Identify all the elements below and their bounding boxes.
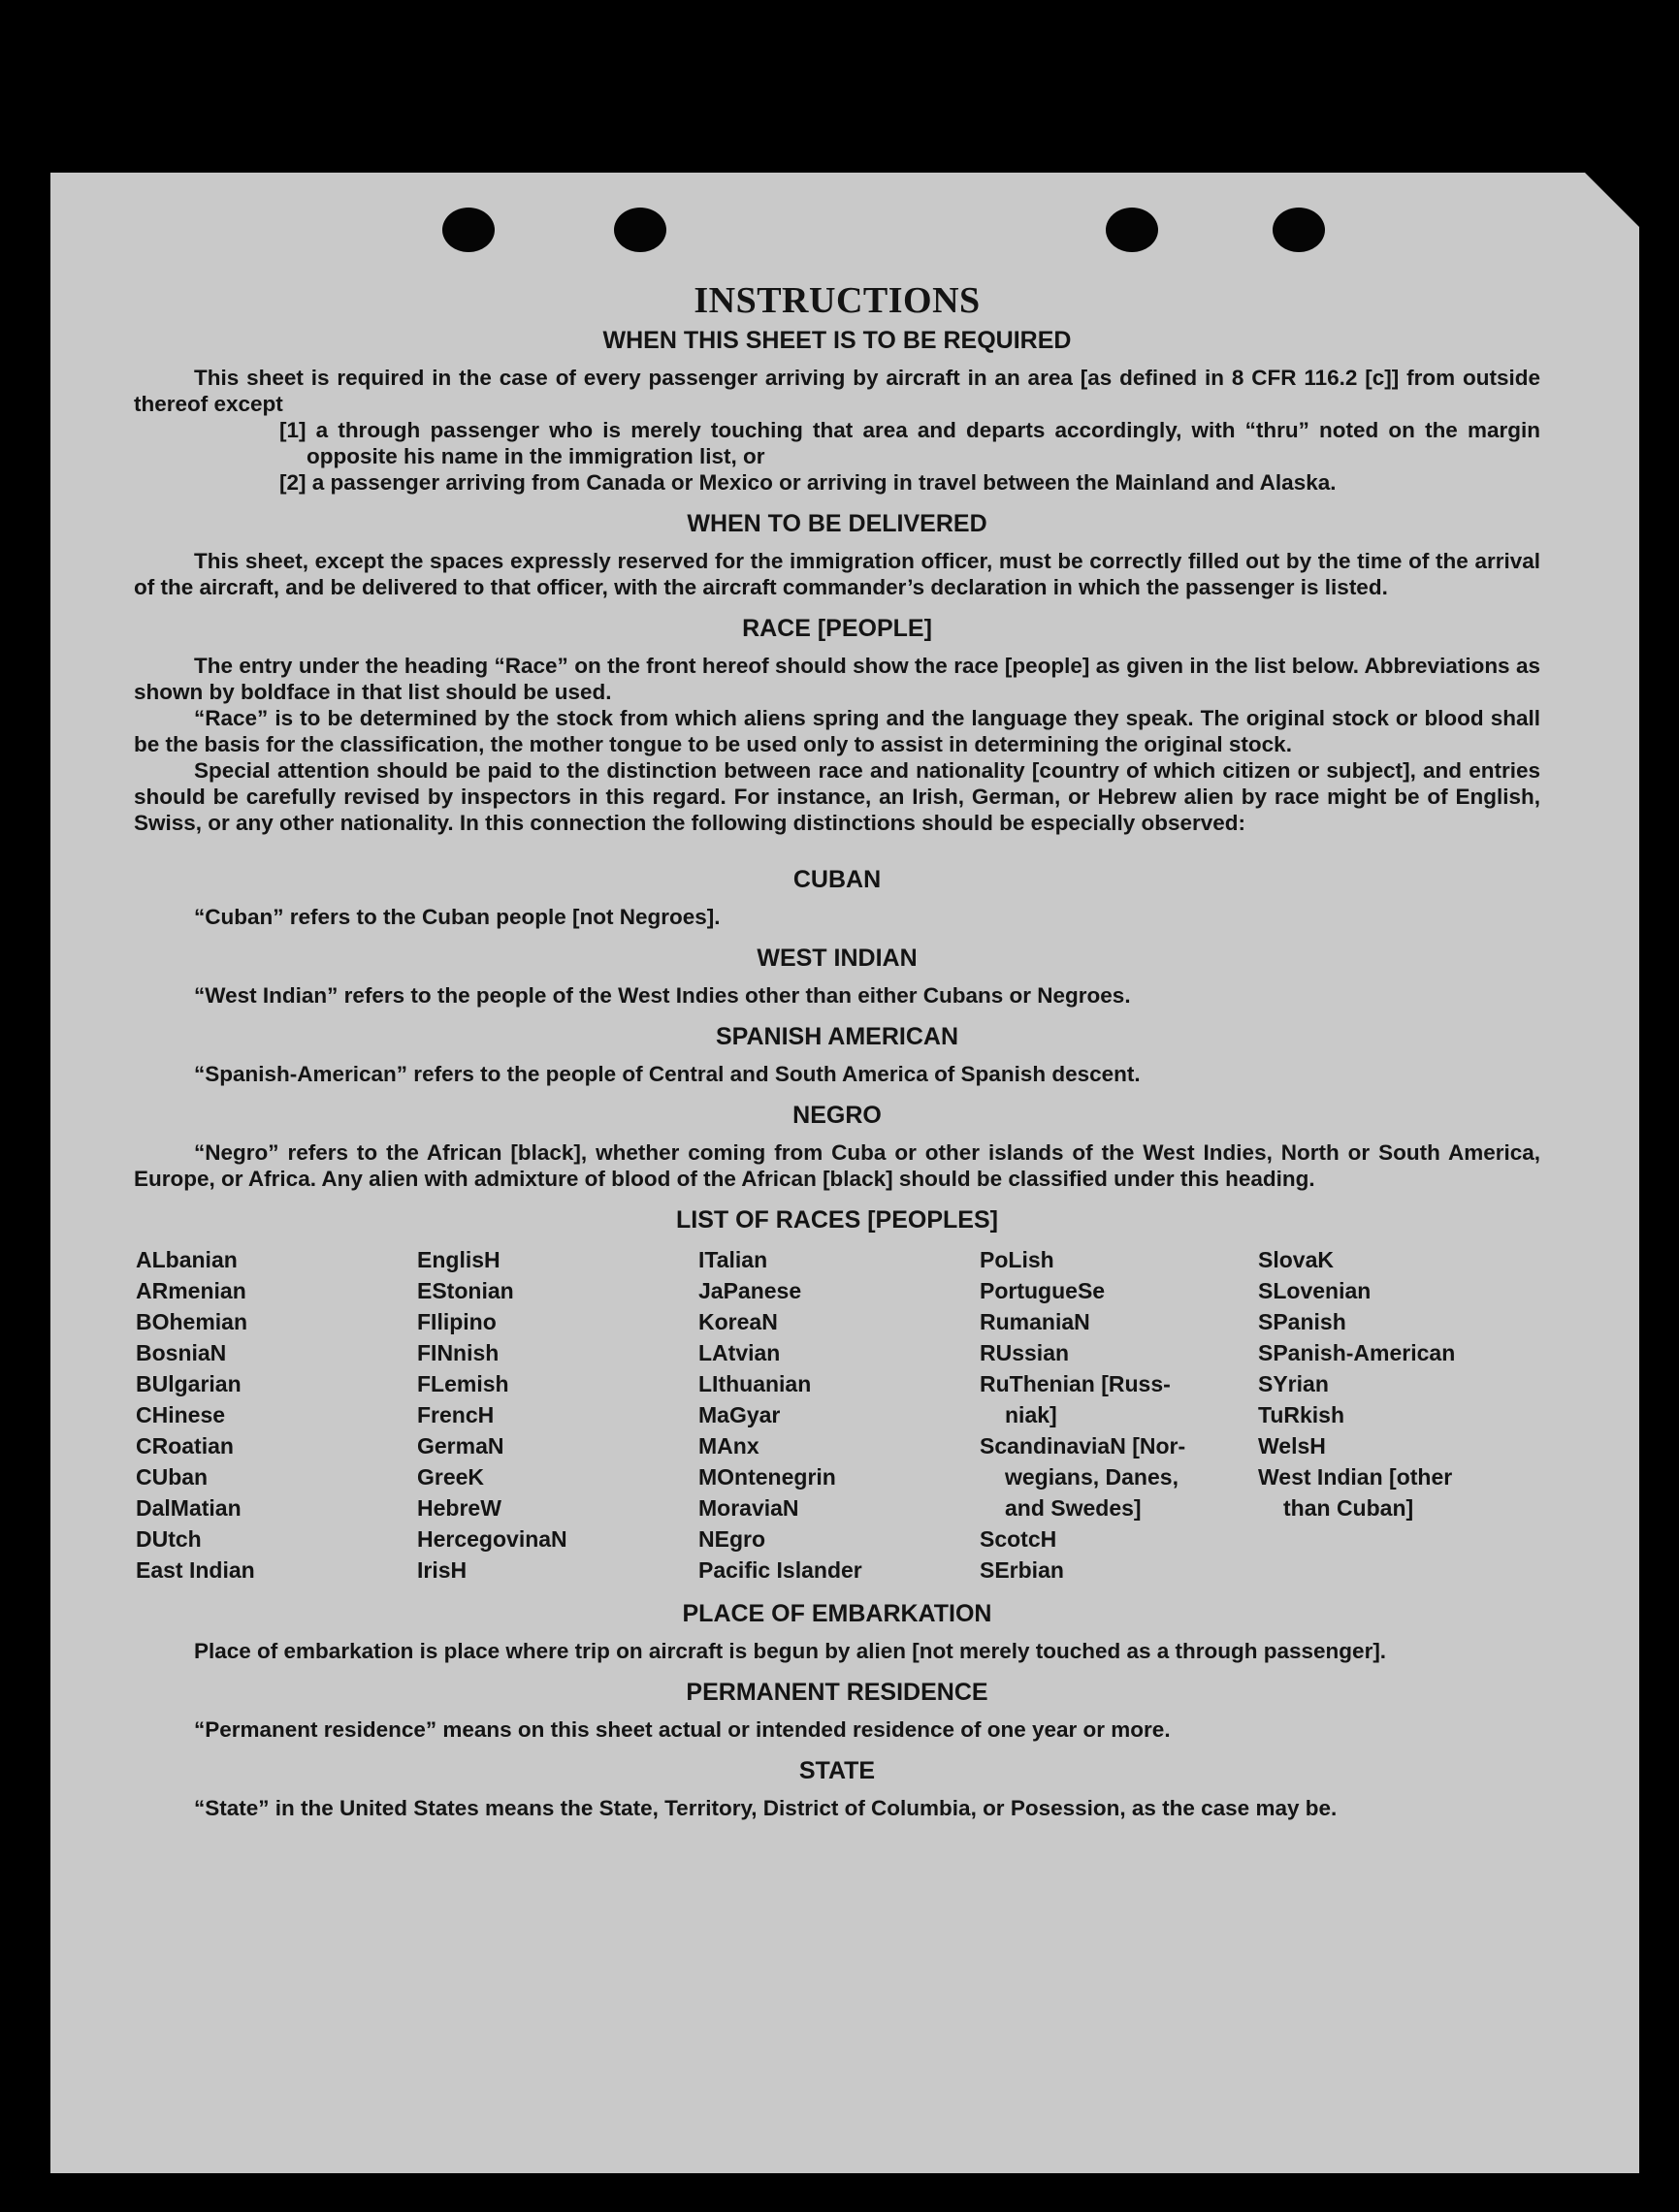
race-item: LIthuanian	[698, 1371, 812, 1396]
west-indian-text: “West Indian” refers to the people of the West Indies other than either Cubans or Negroes.	[194, 983, 1131, 1008]
race-item: EnglisH	[417, 1247, 500, 1272]
race-item: IrisH	[417, 1557, 468, 1583]
race-item: TuRkish	[1258, 1402, 1345, 1427]
race-item: PortugueSe	[980, 1278, 1106, 1303]
heading-west-indian: WEST INDIAN	[757, 945, 918, 972]
race-item: CUban	[136, 1464, 209, 1490]
race-item: GreeK	[417, 1464, 485, 1490]
heading-negro: NEGRO	[792, 1102, 882, 1129]
race-item: ALbanian	[136, 1247, 238, 1272]
folded-corner	[1585, 173, 1639, 227]
race-item: KoreaN	[698, 1309, 778, 1334]
race-item: JaPanese	[698, 1278, 802, 1303]
race-item: FIlipino	[417, 1309, 497, 1334]
race-item: RuThenian [Russ-	[980, 1371, 1171, 1396]
race-item: EStonian	[417, 1278, 514, 1303]
heading-cuban: CUBAN	[792, 866, 882, 893]
race-item: ScandinaviaN [Nor-	[980, 1433, 1186, 1459]
race-item: CRoatian	[136, 1433, 234, 1459]
race-item: MAnx	[698, 1433, 759, 1459]
heading-list-of-races: LIST OF RACES [PEOPLES]	[676, 1206, 998, 1234]
punch-hole	[442, 208, 495, 252]
punch-hole	[1273, 208, 1325, 252]
race-item: MoraviaN	[698, 1495, 799, 1521]
race-item: SErbian	[980, 1557, 1064, 1583]
race-item: BosniaN	[136, 1340, 227, 1365]
heading-embarkation: PLACE OF EMBARKATION	[682, 1600, 992, 1627]
race-item: SPanish	[1258, 1309, 1346, 1334]
race-item: ITalian	[698, 1247, 768, 1272]
page-title: INSTRUCTIONS	[694, 280, 981, 321]
race-item: SLovenian	[1258, 1278, 1372, 1303]
race-item: than Cuban]	[1283, 1495, 1414, 1521]
race-item: DUtch	[136, 1526, 202, 1552]
required-intro: This sheet is required in the case of every passenger arriving by aircraft in an area [as defined in 8 CFR 116.2 [c]] from outside thereof except	[134, 366, 1540, 416]
race-item: FLemish	[417, 1371, 509, 1396]
race-item: SlovaK	[1258, 1247, 1334, 1272]
state-text: “State” in the United States means the State, Territory, District of Columbia, or Posession, as the case may be.	[194, 1796, 1338, 1820]
residence-text: “Permanent residence” means on this sheet actual or intended residence of one year or more.	[194, 1717, 1171, 1742]
required-exception-1: [1] a through passenger who is merely touching that area and departs accordingly, with “thru” noted on the margin opposite his name in the immigration list, or	[279, 418, 1540, 468]
race-item: GermaN	[417, 1433, 504, 1459]
delivered-text: This sheet, except the spaces expressly reserved for the immigration officer, must be correctly filled out by the time of the arrival of the aircraft, and be delivered to that officer, with the aircraft commander’s declaration in which the passenger is listed.	[134, 549, 1540, 599]
race-item: West Indian [other	[1258, 1464, 1453, 1490]
race-item: NEgro	[698, 1526, 765, 1552]
race-item	[1258, 1555, 1539, 1586]
punch-hole	[614, 208, 666, 252]
race-item: DalMatian	[136, 1495, 242, 1521]
race-item: niak]	[1005, 1402, 1057, 1427]
race-item: HercegovinaN	[417, 1526, 567, 1552]
heading-state: STATE	[798, 1757, 876, 1784]
document-sheet	[50, 173, 1639, 2173]
race-item	[1258, 1523, 1539, 1555]
race-item: BUlgarian	[136, 1371, 242, 1396]
heading-spanish-american: SPANISH AMERICAN	[715, 1023, 958, 1050]
race-item: East Indian	[136, 1557, 255, 1583]
race-item: RumaniaN	[980, 1309, 1090, 1334]
race-item: LAtvian	[698, 1340, 781, 1365]
race-item: wegians, Danes,	[1005, 1464, 1179, 1490]
race-item: and Swedes]	[1005, 1495, 1142, 1521]
race-item: MaGyar	[698, 1402, 781, 1427]
race-item: FrencH	[417, 1402, 495, 1427]
race-paragraph-3: Special attention should be paid to the distinction between race and nationality [country of which citizen or subject], and entries should be carefully revised by inspectors in this regard. For instance, an Irish, German, or Hebrew alien by race might be of English, Swiss, or any other nationality. In this connection the following distinctions should be especially observed:	[134, 758, 1540, 835]
race-item: SYrian	[1258, 1371, 1329, 1396]
race-item: Pacific Islander	[698, 1557, 862, 1583]
heading-delivered: WHEN TO BE DELIVERED	[687, 510, 987, 537]
instructions-content	[134, 279, 1540, 1821]
punch-hole	[1106, 208, 1158, 252]
race-item: ARmenian	[136, 1278, 246, 1303]
race-item: WelsH	[1258, 1433, 1326, 1459]
race-item: MOntenegrin	[698, 1464, 836, 1490]
cuban-text: “Cuban” refers to the Cuban people [not Negroes].	[194, 905, 721, 929]
negro-text: “Negro” refers to the African [black], whether coming from Cuba or other islands of the West Indies, North or South America, Europe, or Africa. Any alien with admixture of blood of the African [black] should be classified under this heading.	[134, 1140, 1540, 1191]
required-exception-2: [2] a passenger arriving from Canada or Mexico or arriving in travel between the Mainland and Alaska.	[279, 470, 1337, 495]
race-item: CHinese	[136, 1402, 226, 1427]
race-paragraph-2: “Race” is to be determined by the stock from which aliens spring and the language they speak. The original stock or blood shall be the basis for the classification, the mother tongue to be used only to assist in determining the original stock.	[134, 706, 1540, 756]
race-item: FINnish	[417, 1340, 500, 1365]
race-item: RUssian	[980, 1340, 1070, 1365]
heading-race: RACE [PEOPLE]	[742, 615, 932, 642]
race-list-grid	[136, 1244, 1540, 1586]
race-item: HebreW	[417, 1495, 501, 1521]
heading-residence: PERMANENT RESIDENCE	[686, 1679, 988, 1706]
race-item: PoLish	[980, 1247, 1054, 1272]
spanish-american-text: “Spanish-American” refers to the people of Central and South America of Spanish descent.	[194, 1062, 1141, 1086]
race-paragraph-1: The entry under the heading “Race” on the front hereof should show the race [people] as given in the list below. Abbreviations as shown by boldface in that list should be used.	[134, 654, 1540, 704]
race-item: SPanish-American	[1258, 1340, 1456, 1365]
race-item: ScotcH	[980, 1526, 1057, 1552]
heading-required: WHEN THIS SHEET IS TO BE REQUIRED	[602, 327, 1072, 354]
embarkation-text: Place of embarkation is place where trip on aircraft is begun by alien [not merely touched as a through passenger].	[194, 1639, 1387, 1663]
race-item: BOhemian	[136, 1309, 248, 1334]
